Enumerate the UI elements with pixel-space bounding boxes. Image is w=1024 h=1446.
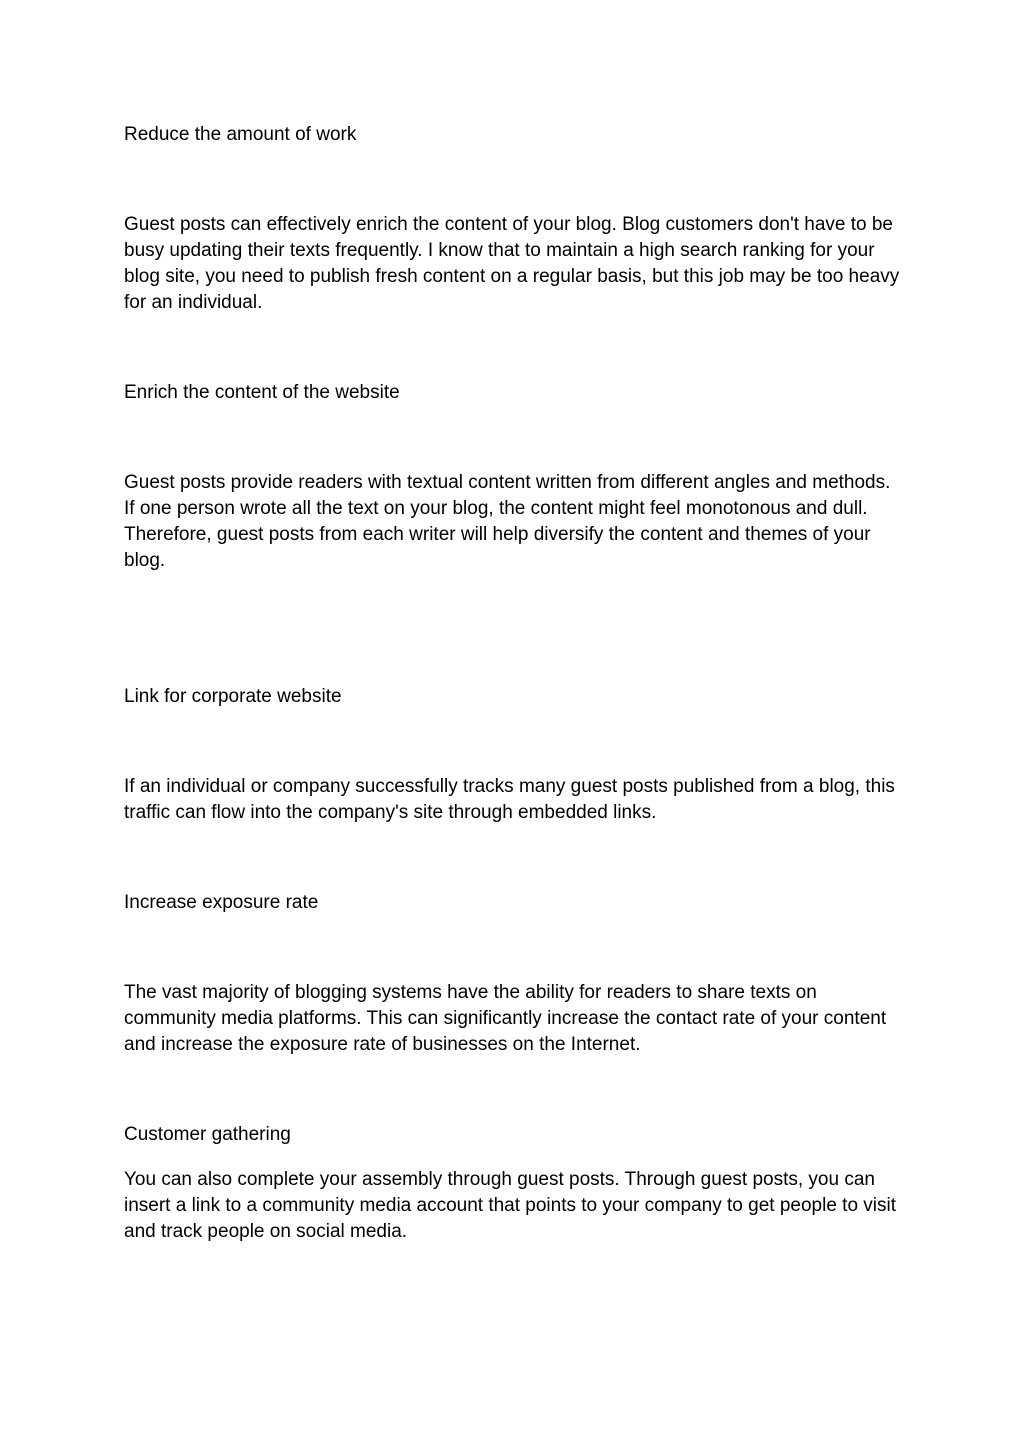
section-body-exposure-rate: The vast majority of blogging systems have the ability for readers to share texts on community media platforms. This can significantly increase the contact rate of your content and increase the exposure rate of businesses on the Internet. — [124, 982, 887, 1055]
section-body-customer-gathering: You can also complete your assembly through guest posts. Through guest posts, you can insert a link to a community media account that points to your company to get people to visit and track people on social media. — [124, 1169, 897, 1242]
section-heading-enrich-content: Enrich the content of the website — [124, 382, 400, 403]
section-body-reduce-work: Guest posts can effectively enrich the content of your blog. Blog customers don't have to be busy updating their texts frequently. I know that to maintain a high search ranking for your blog site, you need to publish fresh content on a regular basis, but this job may be too heavy for an individual. — [124, 214, 900, 313]
section-heading-reduce-work: Reduce the amount of work — [124, 124, 357, 145]
section-body-enrich-content: Guest posts provide readers with textual content written from different angles and methods. If one person wrote all the text on your blog, the content might feel monotonous and dull. Therefore, guest posts from each writer will help diversify the content and themes of your blog. — [124, 472, 891, 571]
section-heading-customer-gathering: Customer gathering — [124, 1124, 291, 1145]
section-heading-corporate-link: Link for corporate website — [124, 686, 342, 707]
section-body-corporate-link: If an individual or company successfully tracks many guest posts published from a blog, this traffic can flow into the company's site through embedded links. — [124, 776, 895, 823]
section-heading-exposure-rate: Increase exposure rate — [124, 892, 319, 913]
